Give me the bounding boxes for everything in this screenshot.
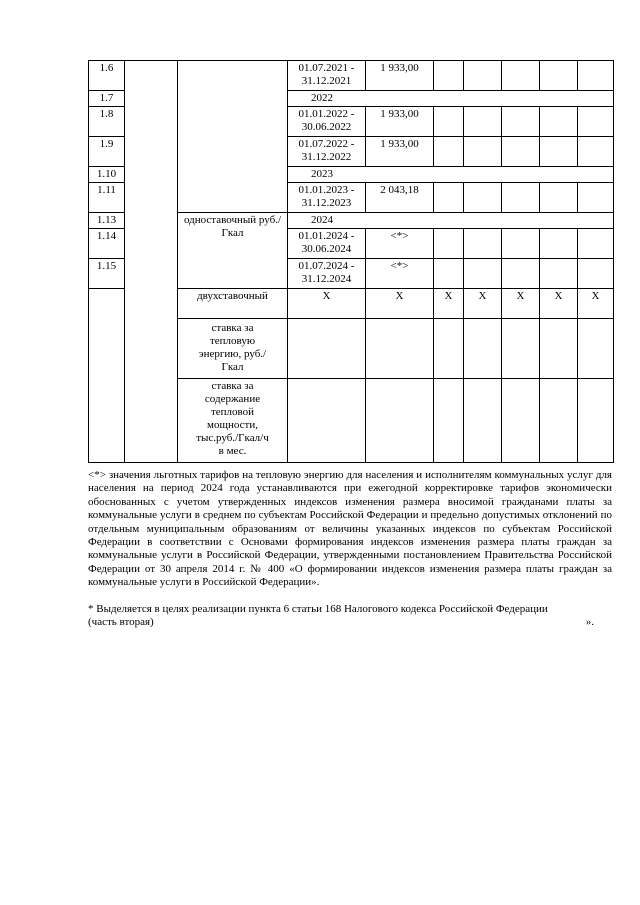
row-number: 1.15 xyxy=(89,259,125,289)
period-cell: 01.01.2023 - 31.12.2023 xyxy=(288,183,366,213)
row-number: 1.13 xyxy=(89,213,125,229)
energy-rate-label: ставка за тепловую энергию, руб./Гкал xyxy=(178,319,288,379)
x-mark: X xyxy=(464,289,502,319)
period-cell: 01.01.2022 - 30.06.2022 xyxy=(288,107,366,137)
row-number: 1.8 xyxy=(89,107,125,137)
row-number: 1.7 xyxy=(89,91,125,107)
year-label: 2023 xyxy=(288,167,614,183)
x-mark: X xyxy=(578,289,614,319)
tariff-value: 1 933,00 xyxy=(366,107,434,137)
x-mark: X xyxy=(366,289,434,319)
tax-footnote-part: (часть вторая) xyxy=(88,616,154,629)
row-number: 1.6 xyxy=(89,61,125,91)
blank-rate-cell xyxy=(178,61,288,213)
two-rate-label: двухставочный xyxy=(178,289,288,319)
x-mark: X xyxy=(288,289,366,319)
row-number: 1.9 xyxy=(89,137,125,167)
year-label: 2022 xyxy=(288,91,614,107)
x-mark: X xyxy=(540,289,578,319)
one-rate-label: одноставочный руб./Гкал xyxy=(178,213,288,289)
tariff-value: 2 043,18 xyxy=(366,183,434,213)
period-cell: 01.01.2024 - 30.06.2024 xyxy=(288,229,366,259)
tax-footnote-tail xyxy=(88,616,612,629)
period-cell: 01.07.2022 - 31.12.2022 xyxy=(288,137,366,167)
footnotes xyxy=(88,469,612,629)
x-mark: X xyxy=(434,289,464,319)
tariff-table xyxy=(88,60,614,463)
tariff-value: <*> xyxy=(366,229,434,259)
tariff-value: 1 933,00 xyxy=(366,137,434,167)
year-label: 2024 xyxy=(288,213,614,229)
row-number: 1.11 xyxy=(89,183,125,213)
closing-quote: ». xyxy=(585,616,594,629)
tariff-value: <*> xyxy=(366,259,434,289)
blank-column xyxy=(125,61,178,463)
blank-number-cell xyxy=(89,289,125,319)
star-footnote: <*> значения льготных тарифов на тепловую энергию для населения и исполнителям коммунальных услуг для населения на период 2024 года устанавливаются при ежегодной корректировке тарифов экономически обоснованных с учетом утвержденных индексов изменения размера вносимой гражданами платы за коммунальные услуги в среднем по субъектам Российской Федерации и предельно допустимых отклонений по отдельным муниципальным образованиям от величины указанных индексов по субъектам Российской Федерации в соответствии с Основами формирования индексов изменения размера платы граждан за коммунальные услуги в Российской Федерации, утвержденными постановлением Правительства Российской Федерации от 30 апреля 2014 г. № 400 «О формировании индексов изменения размера платы граждан за коммунальные услуги в Российской Федерации». xyxy=(88,469,612,589)
capacity-rate-label: ставка за содержание тепловой мощности, тыс.руб./Гкал/ч в мес. xyxy=(178,379,288,463)
table-row xyxy=(89,61,614,91)
x-mark: X xyxy=(502,289,540,319)
period-cell: 01.07.2021 - 31.12.2021 xyxy=(288,61,366,91)
period-cell: 01.07.2024 - 31.12.2024 xyxy=(288,259,366,289)
row-number: 1.10 xyxy=(89,167,125,183)
tax-footnote: * Выделяется в целях реализации пункта 6 статьи 168 Налогового кодекса Российской Федерации xyxy=(88,602,548,615)
tariff-value: 1 933,00 xyxy=(366,61,434,91)
row-number: 1.14 xyxy=(89,229,125,259)
